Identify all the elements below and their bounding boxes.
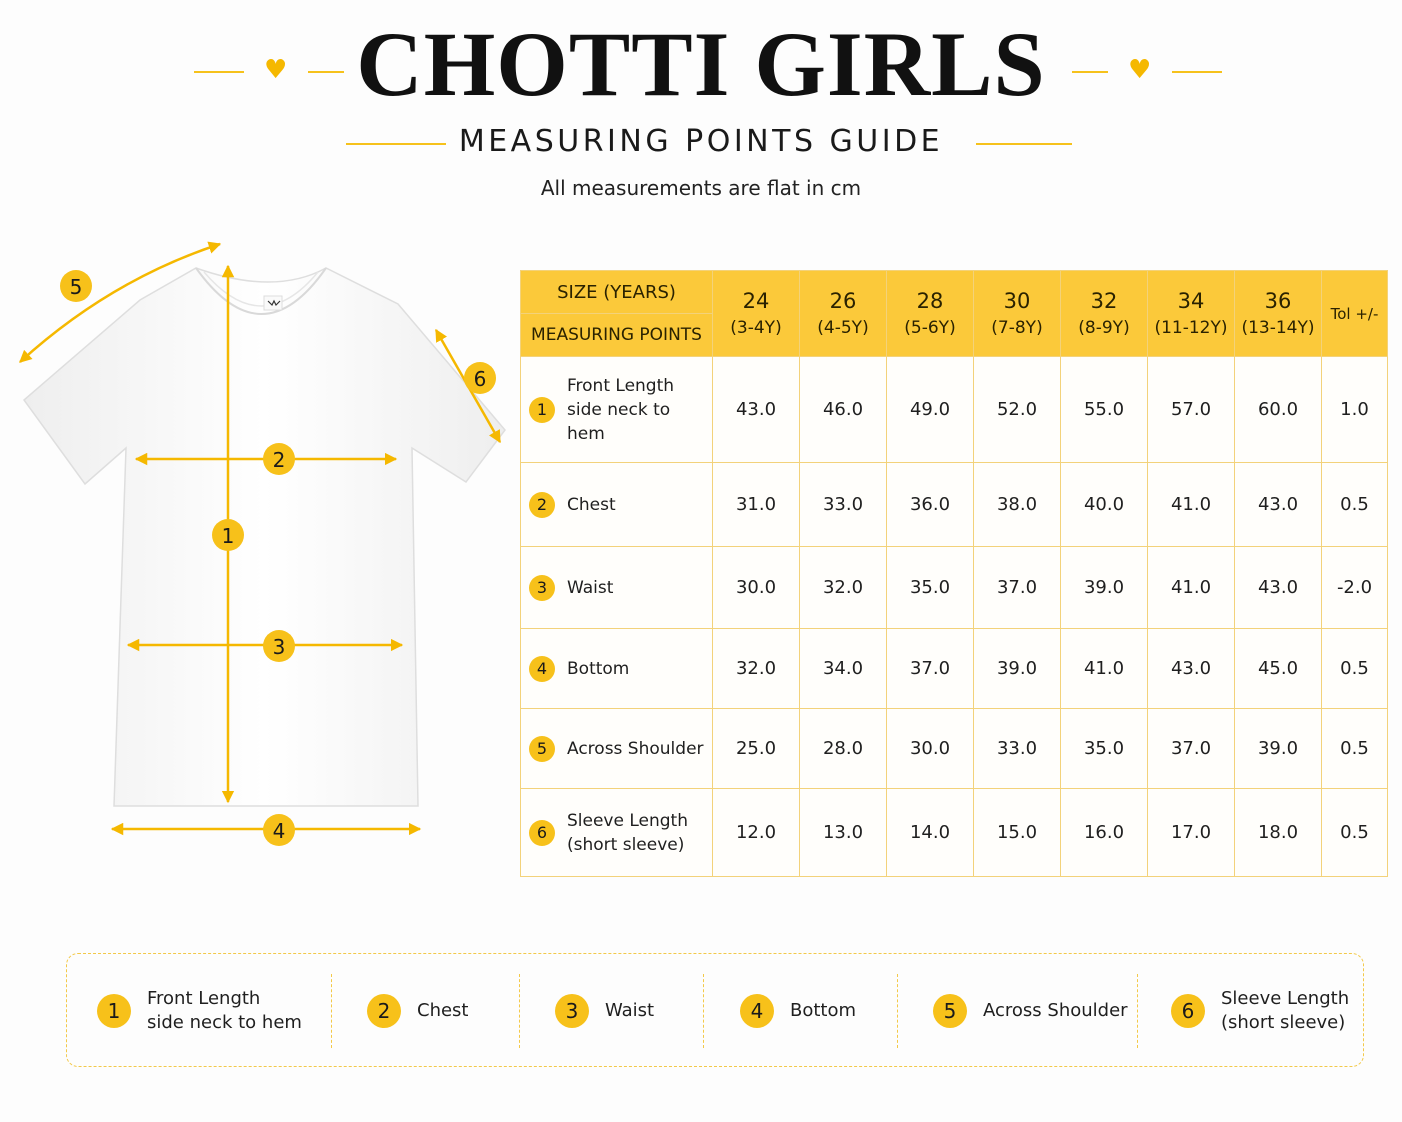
header-size-28	[887, 271, 974, 357]
table-cell: 30.0	[887, 709, 974, 789]
marker-sleeve-length	[464, 362, 496, 394]
legend-label: Sleeve Length	[1221, 988, 1350, 1009]
table-cell: 57.0	[1148, 357, 1235, 463]
table-cell: 39.0	[1235, 709, 1322, 789]
legend-sublabel: (short sleeve)	[1221, 1012, 1346, 1033]
legend-item-bottom	[740, 954, 856, 1068]
size-years: (5-6Y)	[904, 317, 956, 338]
marker-bottom	[263, 814, 295, 846]
marker-label-1: 1	[221, 524, 235, 548]
marker-label-2: 2	[272, 448, 286, 472]
table-row	[521, 357, 1388, 463]
size-number: 32	[1090, 288, 1118, 313]
table-cell: 12.0	[713, 789, 800, 877]
measurement-note: All measurements are flat in cm	[540, 176, 862, 200]
table-row	[521, 709, 1388, 789]
table-row	[521, 629, 1388, 709]
tolerance-cell: 1.0	[1322, 357, 1388, 463]
legend-item-waist	[555, 954, 654, 1068]
size-chart-table	[520, 270, 1388, 877]
table-cell: 37.0	[887, 629, 974, 709]
legend-divider	[519, 974, 520, 1048]
header-size-24	[713, 271, 800, 357]
table-cell: 43.0	[713, 357, 800, 463]
table-cell: 43.0	[1235, 463, 1322, 547]
size-number: 28	[916, 288, 944, 313]
marker-waist	[263, 630, 295, 662]
row-sublabel: side neck to hem	[567, 399, 671, 444]
legend-label: Front Length	[147, 988, 261, 1009]
size-years: (8-9Y)	[1078, 317, 1130, 338]
table-row	[521, 789, 1388, 877]
table-cell: 38.0	[974, 463, 1061, 547]
legend-number-badge: 1	[97, 994, 131, 1028]
row-label-cell	[521, 357, 713, 463]
table-cell: 43.0	[1235, 547, 1322, 629]
legend-label: Across Shoulder	[983, 1000, 1128, 1021]
marker-label-6: 6	[473, 367, 487, 391]
table-cell: 35.0	[1061, 709, 1148, 789]
table-row	[521, 463, 1388, 547]
tolerance-cell: 0.5	[1322, 629, 1388, 709]
tolerance-cell: 0.5	[1322, 463, 1388, 547]
header-size-years: SIZE (YEARS)	[521, 271, 713, 314]
header-measuring-points: MEASURING POINTS	[521, 314, 713, 357]
brand-title: CHOTTI GIRLS	[356, 13, 1046, 115]
table-cell: 15.0	[974, 789, 1061, 877]
marker-front-length	[212, 519, 244, 551]
legend-number-badge: 4	[740, 994, 774, 1028]
table-cell: 52.0	[974, 357, 1061, 463]
size-years: (7-8Y)	[991, 317, 1043, 338]
header-size-32	[1061, 271, 1148, 357]
legend-item-across-shoulder	[933, 954, 1128, 1068]
row-label: Waist	[567, 577, 614, 598]
table-cell: 32.0	[800, 547, 887, 629]
tolerance-cell: 0.5	[1322, 789, 1388, 877]
table-cell: 13.0	[800, 789, 887, 877]
row-label-cell	[521, 463, 713, 547]
table-cell: 36.0	[887, 463, 974, 547]
legend-number-badge: 6	[1171, 994, 1205, 1028]
marker-across-shoulder	[60, 270, 92, 302]
row-label: Front Length	[567, 375, 675, 396]
table-cell: 41.0	[1148, 463, 1235, 547]
table-cell: 33.0	[974, 709, 1061, 789]
table-cell: 16.0	[1061, 789, 1148, 877]
table-cell: 31.0	[713, 463, 800, 547]
legend-number-badge: 3	[555, 994, 589, 1028]
row-label: Bottom	[567, 658, 630, 679]
header-size-26	[800, 271, 887, 357]
legend-label: Chest	[417, 1000, 469, 1021]
marker-chest	[263, 443, 295, 475]
size-number: 36	[1264, 288, 1292, 313]
marker-label-5: 5	[69, 275, 83, 299]
tolerance-cell: 0.5	[1322, 709, 1388, 789]
table-cell: 33.0	[800, 463, 887, 547]
legend-divider	[703, 974, 704, 1048]
legend-sublabel: side neck to hem	[147, 1012, 302, 1033]
row-label-cell	[521, 709, 713, 789]
legend-divider	[897, 974, 898, 1048]
measuring-points-legend	[66, 953, 1364, 1067]
table-cell: 37.0	[1148, 709, 1235, 789]
tshirt-body	[24, 268, 505, 806]
table-cell: 34.0	[800, 629, 887, 709]
size-number: 26	[829, 288, 857, 313]
legend-item-sleeve-length	[1171, 954, 1349, 1068]
table-cell: 39.0	[1061, 547, 1148, 629]
size-years: (13-14Y)	[1241, 317, 1315, 338]
title-right-line-outer	[1172, 71, 1222, 73]
tolerance-cell: -2.0	[1322, 547, 1388, 629]
table-cell: 41.0	[1061, 629, 1148, 709]
table-cell: 39.0	[974, 629, 1061, 709]
table-cell: 37.0	[974, 547, 1061, 629]
size-years: (4-5Y)	[817, 317, 869, 338]
table-cell: 18.0	[1235, 789, 1322, 877]
row-number-badge: 6	[529, 820, 555, 846]
size-number: 30	[1003, 288, 1031, 313]
tshirt-diagram	[0, 220, 520, 860]
table-cell: 45.0	[1235, 629, 1322, 709]
table-cell: 41.0	[1148, 547, 1235, 629]
table-cell: 35.0	[887, 547, 974, 629]
table-cell: 49.0	[887, 357, 974, 463]
row-label: Chest	[567, 494, 616, 515]
row-label-cell	[521, 547, 713, 629]
table-cell: 43.0	[1148, 629, 1235, 709]
legend-number-badge: 5	[933, 994, 967, 1028]
page-subtitle: MEASURING POINTS GUIDE	[458, 124, 944, 159]
size-years: (3-4Y)	[730, 317, 782, 338]
table-cell: 40.0	[1061, 463, 1148, 547]
table-cell: 46.0	[800, 357, 887, 463]
row-number-badge: 2	[529, 492, 555, 518]
header-size-34	[1148, 271, 1235, 357]
table-cell: 32.0	[713, 629, 800, 709]
legend-item-chest	[367, 954, 469, 1068]
legend-label: Bottom	[790, 1000, 857, 1021]
row-number-badge: 5	[529, 736, 555, 762]
heart-icon: ♥	[1128, 55, 1152, 85]
row-label: Across Shoulder	[567, 738, 704, 759]
legend-item-front-length	[97, 954, 302, 1068]
row-number-badge: 3	[529, 575, 555, 601]
table-cell: 55.0	[1061, 357, 1148, 463]
table-row	[521, 547, 1388, 629]
marker-label-4: 4	[272, 819, 286, 843]
title-right-line-inner	[1072, 71, 1108, 73]
row-sublabel: (short sleeve)	[567, 834, 685, 855]
legend-divider	[331, 974, 332, 1048]
row-label-cell	[521, 789, 713, 877]
header-size-30	[974, 271, 1061, 357]
table-cell: 25.0	[713, 709, 800, 789]
table-cell: 60.0	[1235, 357, 1322, 463]
table-cell: 30.0	[713, 547, 800, 629]
legend-label: Waist	[605, 1000, 655, 1021]
legend-divider	[1137, 974, 1138, 1048]
row-number-badge: 4	[529, 656, 555, 682]
size-number: 24	[742, 288, 770, 313]
row-label: Sleeve Length	[567, 810, 688, 831]
table-cell: 14.0	[887, 789, 974, 877]
header-tolerance: Tol +/-	[1322, 271, 1388, 357]
header-size-36	[1235, 271, 1322, 357]
table-cell: 28.0	[800, 709, 887, 789]
marker-label-3: 3	[272, 635, 286, 659]
size-years: (11-12Y)	[1154, 317, 1228, 338]
row-label-cell	[521, 629, 713, 709]
row-number-badge: 1	[529, 397, 555, 423]
table-cell: 17.0	[1148, 789, 1235, 877]
subtitle-right-line	[976, 143, 1072, 145]
legend-number-badge: 2	[367, 994, 401, 1028]
size-number: 34	[1177, 288, 1205, 313]
heart-icon: ♥	[264, 55, 288, 85]
